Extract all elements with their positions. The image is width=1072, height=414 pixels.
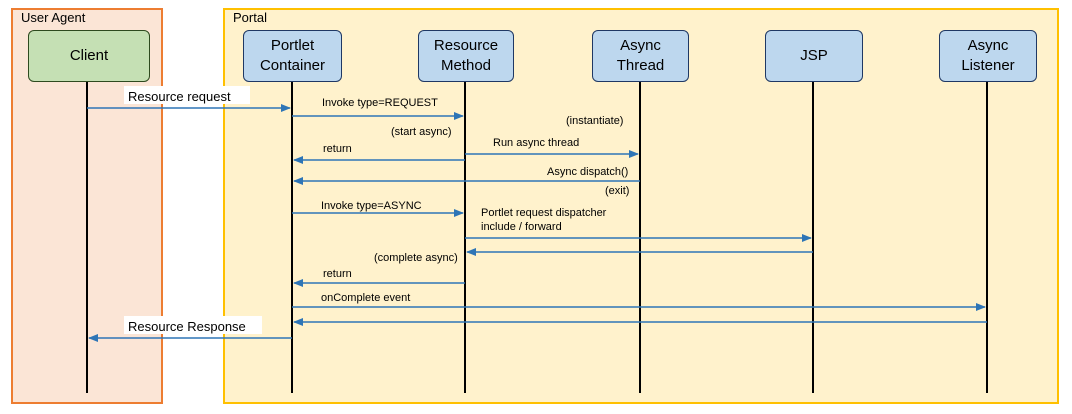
message-arrows	[87, 86, 987, 338]
resource-request-label: Resource request	[128, 89, 231, 104]
dispatcher-forward-label-line-2: include / forward	[481, 221, 562, 233]
return-1-label: return	[323, 143, 352, 155]
actor-client: Client	[28, 30, 150, 82]
note-instantiate: (instantiate)	[566, 115, 624, 127]
actor-portlet-container: Portlet Container	[243, 30, 342, 82]
note-exit: (exit)	[605, 185, 630, 197]
dispatcher-forward-label	[481, 207, 609, 233]
actor-async-listener: Async Listener	[939, 30, 1037, 82]
dispatcher-forward-label-line-1: Portlet request dispatcher	[481, 207, 607, 219]
note-start-async: (start async)	[391, 126, 452, 138]
invoke-async-label: Invoke type=ASYNC	[321, 200, 422, 212]
user-agent-zone-title: User Agent	[21, 10, 86, 25]
oncomplete-event-label: onComplete event	[321, 292, 411, 304]
actor-jsp: JSP	[765, 30, 863, 82]
resource-response-label: Resource Response	[128, 319, 246, 334]
return-2-label: return	[323, 268, 352, 280]
actor-async-thread: Async Thread	[592, 30, 689, 82]
note-complete-async: (complete async)	[374, 252, 458, 264]
async-dispatch-label: Async dispatch()	[547, 166, 629, 178]
invoke-request-label: Invoke type=REQUEST	[322, 97, 438, 109]
portal-zone-title: Portal	[233, 10, 267, 25]
actor-resource-method: Resource Method	[418, 30, 514, 82]
run-async-thread-label: Run async thread	[493, 137, 580, 149]
